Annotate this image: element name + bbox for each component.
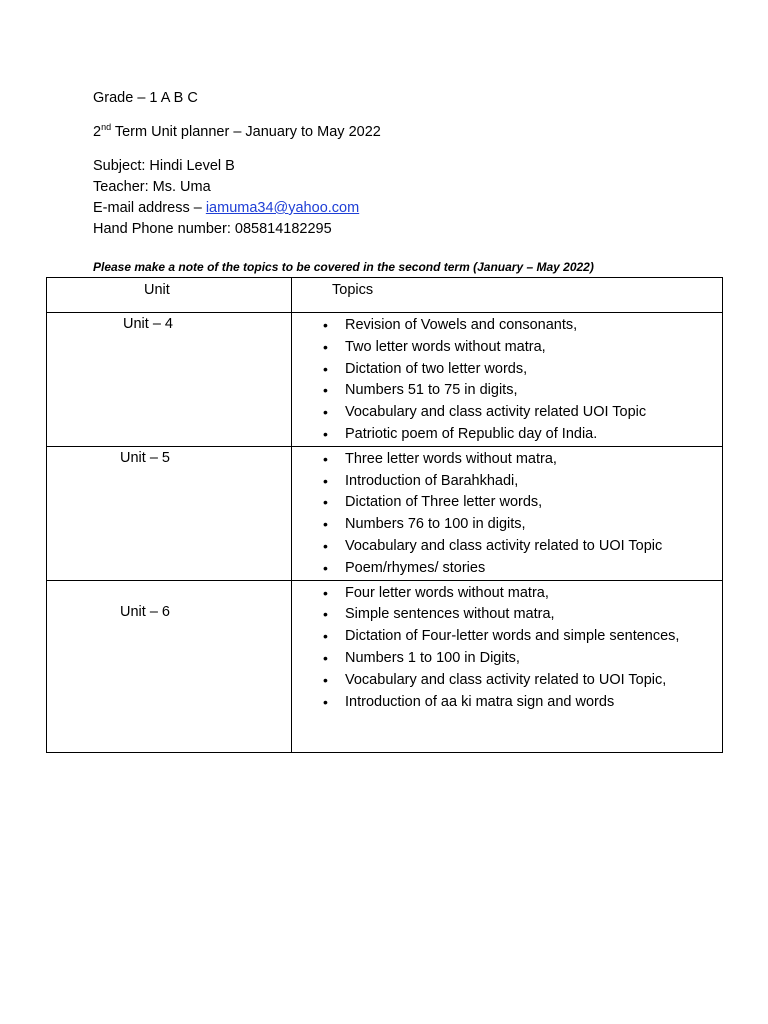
- grade-line: Grade – 1 A B C: [93, 90, 198, 106]
- topics-cell: [292, 313, 723, 447]
- table-header-row: [47, 278, 723, 313]
- topics-list: [292, 313, 722, 446]
- list-item: • Four letter words without matra,: [292, 583, 722, 605]
- unit-label: Unit – 4: [123, 316, 173, 332]
- table-row: [47, 446, 723, 580]
- teacher-line: Teacher: Ms. Uma: [93, 179, 211, 195]
- phone-number: 085814182295: [234, 221, 332, 237]
- unit-label: Unit – 5: [120, 449, 170, 466]
- unit-cell: [47, 446, 292, 580]
- list-item: • Dictation of Four-letter words and simple sentences,: [292, 626, 722, 648]
- email-link[interactable]: iamuma34@yahoo.com: [205, 200, 360, 216]
- list-item: • Three letter words without matra,: [292, 449, 722, 471]
- list-item: • Simple sentences without matra,: [292, 604, 722, 626]
- list-item: • Poem/rhymes/ stories: [292, 558, 722, 580]
- list-item: • Two letter words without matra,: [292, 337, 722, 359]
- list-item: • Numbers 76 to 100 in digits,: [292, 514, 722, 536]
- list-item: • Introduction of aa ki matra sign and words: [292, 692, 722, 714]
- unit-planner-table: [46, 277, 723, 753]
- term-ordinal-suffix: nd: [101, 122, 112, 133]
- topics-list: [292, 581, 722, 714]
- term-title-text: Term Unit planner – January to May 2022: [111, 124, 381, 140]
- list-item: • Patriotic poem of Republic day of India.: [292, 424, 722, 446]
- list-item: • Revision of Vowels and consonants,: [292, 315, 722, 337]
- topics-cell: [292, 446, 723, 580]
- unit-label: Unit – 6: [120, 603, 170, 620]
- unit-column-header: Unit: [47, 278, 292, 313]
- list-item: • Numbers 51 to 75 in digits,: [292, 380, 722, 402]
- table-row: [47, 580, 723, 752]
- table-row: [47, 313, 723, 447]
- list-item: • Vocabulary and class activity related UOI Topic: [292, 402, 722, 424]
- unit-cell: [47, 313, 292, 447]
- list-item: • Vocabulary and class activity related to UOI Topic,: [292, 670, 722, 692]
- topics-column-header: Topics: [292, 278, 723, 313]
- email-line: [93, 198, 359, 218]
- phone-label: Hand Phone number:: [93, 221, 235, 237]
- email-label: E-mail address –: [93, 200, 206, 216]
- topics-list: [292, 447, 722, 580]
- subject-line: Subject: Hindi Level B: [93, 158, 235, 174]
- list-item: • Vocabulary and class activity related to UOI Topic: [292, 536, 722, 558]
- list-item: • Numbers 1 to 100 in Digits,: [292, 648, 722, 670]
- term-title: [93, 122, 381, 142]
- list-item: • Dictation of two letter words,: [292, 359, 722, 381]
- unit-cell: [47, 580, 292, 752]
- phone-line: [93, 219, 332, 239]
- list-item: • Introduction of Barahkhadi,: [292, 471, 722, 493]
- list-item: • Dictation of Three letter words,: [292, 492, 722, 514]
- term-note: Please make a note of the topics to be covered in the second term (January – May 2022): [93, 260, 594, 274]
- term-number: 2: [93, 124, 102, 140]
- topics-cell: [292, 580, 723, 752]
